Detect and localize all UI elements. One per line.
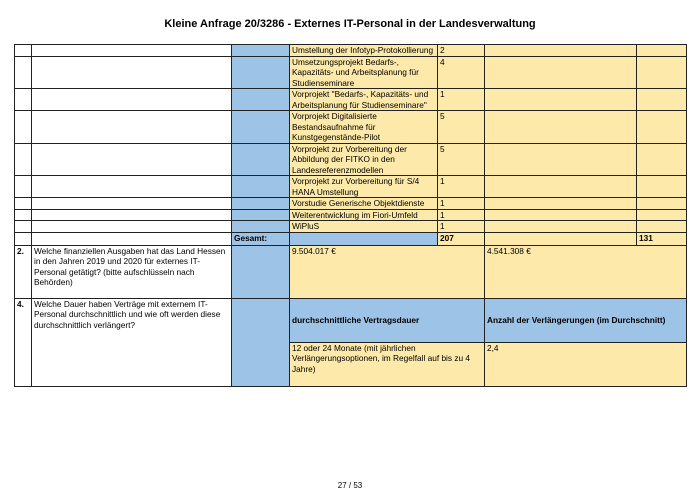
empty-cell <box>32 176 232 198</box>
empty-cell <box>232 198 290 210</box>
empty-cell <box>15 198 32 210</box>
project-count: 1 <box>438 221 485 233</box>
empty-cell <box>232 89 290 111</box>
empty-cell <box>485 209 637 221</box>
question-text: Welche finanziellen Ausgaben hat das Land Hessen in den Jahren 2019 und 2020 für externes IT-Personal getätigt? (bitte aufschlüsseln nach Behörden) <box>32 245 232 298</box>
empty-cell <box>32 198 232 210</box>
project-count: 1 <box>438 89 485 111</box>
empty-cell <box>232 45 290 57</box>
total-label: Gesamt: <box>232 232 290 245</box>
project-count: 5 <box>438 111 485 144</box>
empty-cell <box>232 298 290 386</box>
duration-value: 12 oder 24 Monate (mit jährlichen Verlängerungsoptionen, im Regelfall auf bis zu 4 Jahre) <box>290 342 485 386</box>
empty-cell <box>232 245 290 298</box>
empty-cell <box>232 209 290 221</box>
empty-cell <box>485 143 637 176</box>
empty-cell <box>637 221 687 233</box>
project-name: Umsetzungsprojekt Bedarfs-, Kapazitäts- und Arbeitsplanung für Studienseminare <box>290 56 438 89</box>
question-number: 2. <box>15 245 32 298</box>
empty-cell <box>485 221 637 233</box>
expenses-2020: 4.541.308 € <box>485 245 687 298</box>
project-name: Weiterentwicklung im Fiori-Umfeld <box>290 209 438 221</box>
empty-cell <box>485 198 637 210</box>
empty-cell <box>32 209 232 221</box>
project-row <box>15 221 687 233</box>
project-count: 2 <box>438 45 485 57</box>
extensions-value: 2,4 <box>485 342 687 386</box>
empty-cell <box>32 45 232 57</box>
empty-cell <box>485 232 637 245</box>
project-count: 1 <box>438 209 485 221</box>
empty-cell <box>485 56 637 89</box>
project-name: Vorprojekt zur Vorbereitung der Abbildung der FITKO in den Landesreferenzmodellen <box>290 143 438 176</box>
header-extensions: Anzahl der Verlängerungen (im Durchschnitt) <box>485 298 687 342</box>
empty-cell <box>32 232 232 245</box>
total-value-1: 207 <box>438 232 485 245</box>
empty-cell <box>232 111 290 144</box>
empty-cell <box>232 56 290 89</box>
project-name: WiPluS <box>290 221 438 233</box>
empty-cell <box>485 176 637 198</box>
empty-cell <box>232 143 290 176</box>
empty-cell <box>637 111 687 144</box>
total-row <box>15 232 687 245</box>
project-row <box>15 56 687 89</box>
total-value-2: 131 <box>637 232 687 245</box>
empty-cell <box>637 143 687 176</box>
project-count: 4 <box>438 56 485 89</box>
project-row <box>15 209 687 221</box>
page-number: 27 / 53 <box>337 481 363 490</box>
project-row <box>15 198 687 210</box>
question-4-row <box>15 298 687 342</box>
empty-cell <box>290 232 438 245</box>
expenses-2019: 9.504.017 € <box>290 245 485 298</box>
empty-cell <box>637 89 687 111</box>
project-row <box>15 45 687 57</box>
project-row <box>15 89 687 111</box>
project-name: Vorprojekt zur Vorbereitung für S/4 HANA Umstellung <box>290 176 438 198</box>
question-2-row <box>15 245 687 298</box>
project-name: Vorprojekt Digitalisierte Bestandsaufnahme für Kunstgegenstände-Pilot <box>290 111 438 144</box>
empty-cell <box>15 209 32 221</box>
project-name: Vorprojekt "Bedarfs-, Kapazitäts- und Arbeitsplanung für Studienseminare" <box>290 89 438 111</box>
empty-cell <box>637 56 687 89</box>
empty-cell <box>637 198 687 210</box>
empty-cell <box>15 176 32 198</box>
empty-cell <box>32 111 232 144</box>
project-row <box>15 143 687 176</box>
empty-cell <box>485 111 637 144</box>
empty-cell <box>15 56 32 89</box>
project-count: 5 <box>438 143 485 176</box>
empty-cell <box>485 45 637 57</box>
empty-cell <box>32 56 232 89</box>
project-count: 1 <box>438 198 485 210</box>
project-row <box>15 176 687 198</box>
question-text: Welche Dauer haben Verträge mit externem IT-Personal durchschnittlich und wie oft werden diese durchschnittlich verlängert? <box>32 298 232 386</box>
question-number: 4. <box>15 298 32 386</box>
empty-cell <box>15 111 32 144</box>
empty-cell <box>232 221 290 233</box>
project-name: Umstellung der Infotyp-Protokollierung <box>290 45 438 57</box>
empty-cell <box>232 176 290 198</box>
page-title: Kleine Anfrage 20/3286 - Externes IT-Personal in der Landesverwaltung <box>164 18 536 30</box>
empty-cell <box>15 221 32 233</box>
empty-cell <box>637 176 687 198</box>
empty-cell <box>637 209 687 221</box>
project-count: 1 <box>438 176 485 198</box>
empty-cell <box>15 232 32 245</box>
empty-cell <box>485 89 637 111</box>
empty-cell <box>15 89 32 111</box>
empty-cell <box>15 45 32 57</box>
empty-cell <box>15 143 32 176</box>
empty-cell <box>32 89 232 111</box>
empty-cell <box>637 45 687 57</box>
empty-cell <box>32 221 232 233</box>
project-row <box>15 111 687 144</box>
header-duration: durchschnittliche Vertragsdauer <box>290 298 485 342</box>
project-name: Vorstudie Generische Objektdienste <box>290 198 438 210</box>
empty-cell <box>32 143 232 176</box>
data-table <box>14 44 687 387</box>
